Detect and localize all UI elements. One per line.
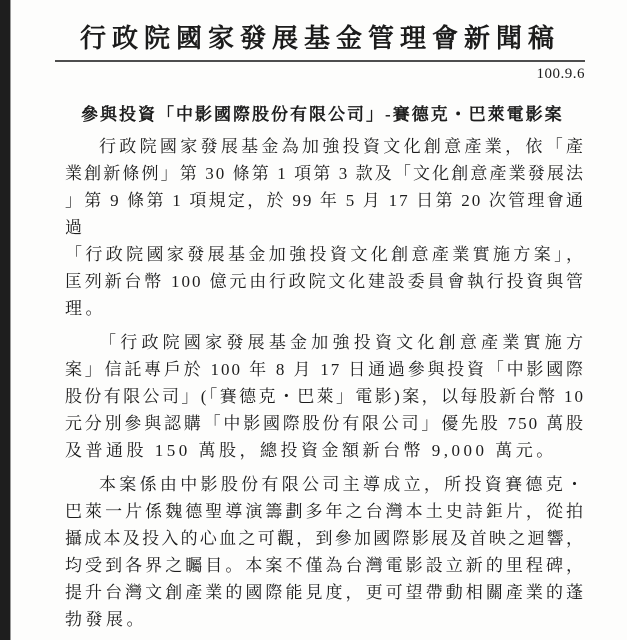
text-line: 元分別參與認購「中影國際股份有限公司」優先股 750 萬股 [65, 414, 585, 433]
paragraph-1 [65, 133, 585, 322]
text-line: 案」信託專戶於 100 年 8 月 17 日通過參與投資「中影國際 [65, 360, 585, 379]
paragraph-3 [65, 471, 585, 633]
scan-edge [0, 0, 11, 640]
text-line: 股份有限公司」(「賽德克・巴萊」電影)案，以每股新台幣 10 [65, 387, 585, 406]
text-line: 本案係由中影股份有限公司主導成立，所投資賽德克・ [99, 475, 585, 494]
text-line: 提升台灣文創產業的國際能見度，更可望帶動相關產業的蓬 [65, 583, 585, 602]
text-line: 攝成本及投入的心血之可觀，到參加國際影展及首映之迴響， [65, 529, 585, 548]
press-release-page [65, 0, 585, 640]
document-date: 100.9.6 [536, 66, 585, 82]
text-line: 行政院國家發展基金為加強投資文化創意產業，依「產 [99, 137, 585, 156]
text-line: 匡列新台幣 100 億元由行政院文化建設委員會執行投資與管 [65, 272, 585, 291]
subject-heading: 參與投資「中影國際股份有限公司」-賽德克・巴萊電影案 [81, 105, 564, 124]
text-line: 業創新條例」第 30 條第 1 項第 3 款及「文化創意產業發展法 [65, 164, 585, 183]
title-divider [55, 60, 585, 62]
text-line: 及普通股 150 萬股，總投資金額新台幣 9,000 萬元。 [65, 441, 557, 460]
text-line: 理。 [65, 299, 106, 318]
document-title: 行政院國家發展基金管理會新聞稿 [79, 24, 560, 53]
paragraph-2 [65, 329, 585, 464]
text-line: 均受到各界之矚目。本案不僅為台灣電影設立新的里程碑， [65, 556, 585, 575]
text-line: 「行政院國家發展基金加強投資文化創意產業實施方案」， [65, 245, 585, 264]
text-line: 」第 9 條第 1 項規定，於 99 年 5 月 17 日第 20 次管理會通過 [65, 191, 585, 237]
text-line: 勃發展。 [65, 610, 147, 629]
text-line: 「行政院國家發展基金加強投資文化創意產業實施方 [99, 333, 585, 352]
text-line: 巴萊一片係魏德聖導演籌劃多年之台灣本土史詩鉅片，從拍 [65, 502, 585, 521]
document-body [65, 133, 585, 633]
